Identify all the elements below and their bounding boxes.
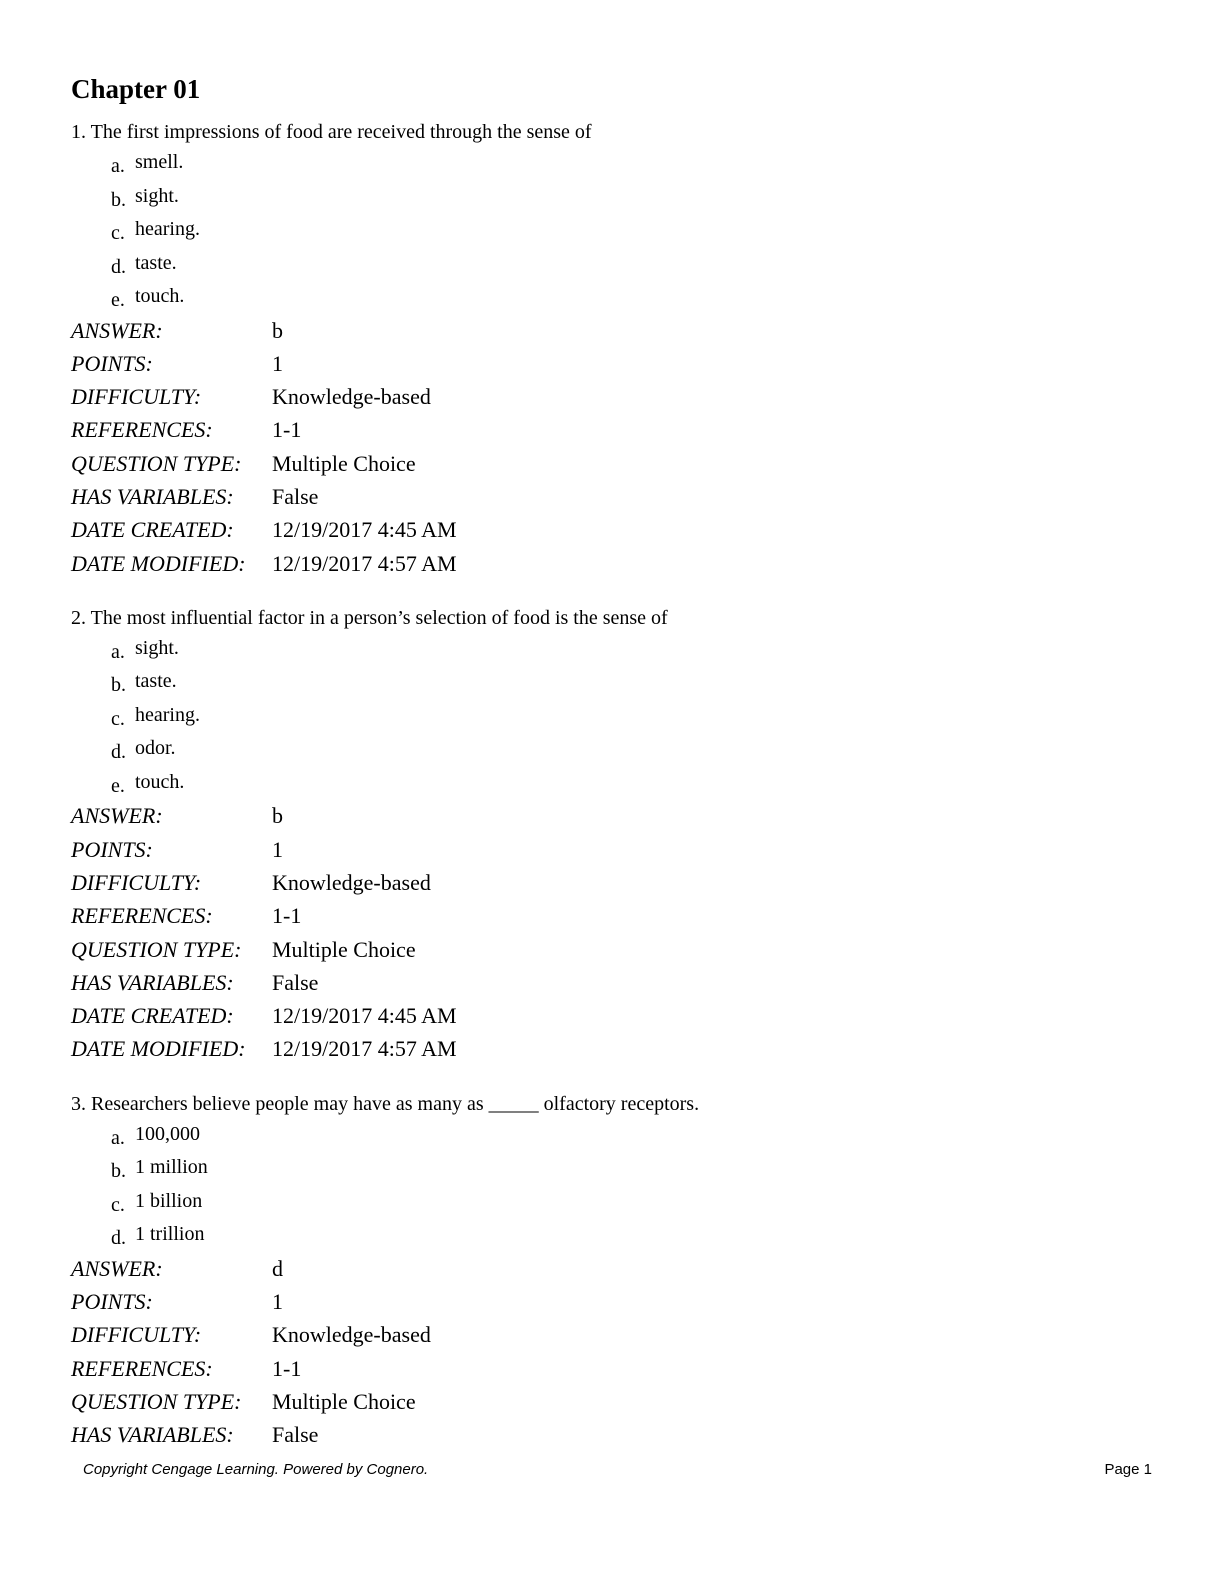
meta-key: DATE MODIFIED:: [71, 550, 246, 576]
meta-value: d: [272, 1255, 283, 1281]
meta-difficulty: [71, 380, 1161, 413]
meta-value: 1: [272, 350, 283, 376]
question-stem: 3. Researchers believe people may have as many as _____ olfactory receptors.: [71, 1092, 700, 1115]
option-text: sight.: [135, 184, 179, 207]
meta-points: [71, 347, 1161, 380]
meta-value: 1-1: [272, 903, 302, 929]
option-letter: b.: [111, 1160, 126, 1183]
question-3: [71, 1090, 1161, 1452]
meta-answer: [71, 799, 1161, 832]
meta-key: REFERENCES:: [71, 1355, 213, 1381]
option-a: [71, 146, 1161, 180]
option-b: [71, 665, 1161, 699]
meta-value: b: [272, 803, 283, 829]
option-letter: d.: [111, 255, 126, 278]
option-letter: a.: [111, 1126, 125, 1149]
meta-key: POINTS:: [71, 1289, 153, 1315]
option-text: hearing.: [135, 218, 200, 240]
meta-key: HAS VARIABLES:: [71, 483, 234, 509]
meta-value: 1: [272, 836, 283, 862]
option-letter: c.: [111, 707, 125, 730]
option-text: taste.: [135, 670, 177, 693]
meta-points: [71, 833, 1161, 866]
option-text: touch.: [135, 285, 185, 307]
option-letter: d.: [111, 741, 126, 764]
meta-value: Knowledge-based: [272, 869, 431, 895]
option-letter: a.: [111, 155, 125, 177]
meta-value: 12/19/2017 4:45 AM: [272, 517, 457, 543]
meta-value: Multiple Choice: [272, 450, 416, 476]
question-1: [71, 118, 1161, 580]
meta-date-modified: [71, 1032, 1161, 1065]
copyright-notice: Copyright Cengage Learning. Powered by Cognero.: [83, 1461, 429, 1478]
meta-key: REFERENCES:: [71, 903, 213, 929]
option-letter: d.: [111, 1227, 126, 1250]
option-a: [71, 1118, 1161, 1152]
question-metadata: [71, 1252, 1161, 1452]
option-letter: c.: [111, 1193, 125, 1216]
option-c: [71, 1185, 1161, 1219]
question-2: [71, 604, 1161, 1066]
option-text: taste.: [135, 251, 177, 274]
question-stem: 2. The most influential factor in a person’s selection of food is the sense of: [71, 606, 668, 629]
option-c: [71, 213, 1161, 247]
option-text: touch.: [135, 770, 185, 793]
meta-key: HAS VARIABLES:: [71, 969, 234, 995]
meta-has-variables: [71, 966, 1161, 999]
meta-references: [71, 413, 1161, 446]
meta-difficulty: [71, 1318, 1161, 1351]
meta-key: DATE CREATED:: [71, 1003, 234, 1029]
meta-question-type: [71, 1385, 1161, 1418]
meta-value: Multiple Choice: [272, 936, 416, 962]
question-metadata: [71, 799, 1161, 1065]
meta-date-created: [71, 999, 1161, 1032]
answer-options: [71, 1118, 1161, 1252]
option-text: hearing.: [135, 703, 200, 726]
meta-question-type: [71, 447, 1161, 480]
page-footer: [83, 1460, 1152, 1480]
meta-key: DIFFICULTY:: [71, 1322, 202, 1348]
option-text: 1 trillion: [135, 1223, 205, 1246]
option-a: [71, 632, 1161, 666]
meta-key: DIFFICULTY:: [71, 869, 202, 895]
meta-key: ANSWER:: [71, 803, 163, 829]
meta-key: QUESTION TYPE:: [71, 1388, 242, 1414]
chapter-title: Chapter 01: [71, 74, 201, 104]
option-letter: b.: [111, 188, 126, 211]
option-text: smell.: [135, 151, 184, 173]
option-letter: a.: [111, 640, 125, 663]
meta-references: [71, 899, 1161, 932]
answer-options: [71, 632, 1161, 800]
meta-value: Knowledge-based: [272, 384, 431, 410]
option-letter: e.: [111, 774, 125, 797]
meta-date-modified: [71, 547, 1161, 580]
option-text: sight.: [135, 636, 179, 659]
option-letter: e.: [111, 289, 125, 311]
meta-value: 12/19/2017 4:57 AM: [272, 1036, 457, 1062]
meta-key: DIFFICULTY:: [71, 384, 202, 410]
meta-key: ANSWER:: [71, 1255, 163, 1281]
meta-key: ANSWER:: [71, 317, 163, 343]
meta-value: 1-1: [272, 417, 302, 443]
meta-references: [71, 1352, 1161, 1385]
document-page: [71, 72, 1161, 1452]
option-text: odor.: [135, 737, 176, 760]
meta-key: QUESTION TYPE:: [71, 450, 242, 476]
option-letter: b.: [111, 674, 126, 697]
meta-value: False: [272, 969, 319, 995]
answer-options: [71, 146, 1161, 314]
option-d: [71, 732, 1161, 766]
meta-date-created: [71, 513, 1161, 546]
option-e: [71, 766, 1161, 800]
meta-points: [71, 1285, 1161, 1318]
meta-value: 1-1: [272, 1355, 302, 1381]
option-text: 1 billion: [135, 1189, 203, 1212]
meta-key: POINTS:: [71, 350, 153, 376]
meta-value: 1: [272, 1289, 283, 1315]
option-d: [71, 247, 1161, 281]
meta-answer: [71, 1252, 1161, 1285]
meta-key: HAS VARIABLES:: [71, 1422, 234, 1448]
option-text: 100,000: [135, 1122, 200, 1145]
meta-value: Multiple Choice: [272, 1388, 416, 1414]
meta-value: 12/19/2017 4:45 AM: [272, 1003, 457, 1029]
option-d: [71, 1218, 1161, 1252]
meta-has-variables: [71, 480, 1161, 513]
option-letter: c.: [111, 222, 125, 244]
meta-key: REFERENCES:: [71, 417, 213, 443]
meta-value: False: [272, 483, 319, 509]
meta-value: 12/19/2017 4:57 AM: [272, 550, 457, 576]
meta-key: QUESTION TYPE:: [71, 936, 242, 962]
meta-answer: [71, 314, 1161, 347]
question-stem: 1. The first impressions of food are received through the sense of: [71, 121, 592, 143]
option-b: [71, 180, 1161, 214]
option-c: [71, 699, 1161, 733]
meta-value: b: [272, 317, 283, 343]
question-metadata: [71, 314, 1161, 580]
meta-key: DATE MODIFIED:: [71, 1036, 246, 1062]
option-e: [71, 280, 1161, 314]
meta-value: False: [272, 1422, 319, 1448]
meta-has-variables: [71, 1418, 1161, 1451]
meta-question-type: [71, 933, 1161, 966]
meta-key: DATE CREATED:: [71, 517, 234, 543]
meta-key: POINTS:: [71, 836, 153, 862]
meta-value: Knowledge-based: [272, 1322, 431, 1348]
option-text: 1 million: [135, 1156, 208, 1179]
meta-difficulty: [71, 866, 1161, 899]
option-b: [71, 1151, 1161, 1185]
page-number: Page 1: [1104, 1461, 1152, 1478]
